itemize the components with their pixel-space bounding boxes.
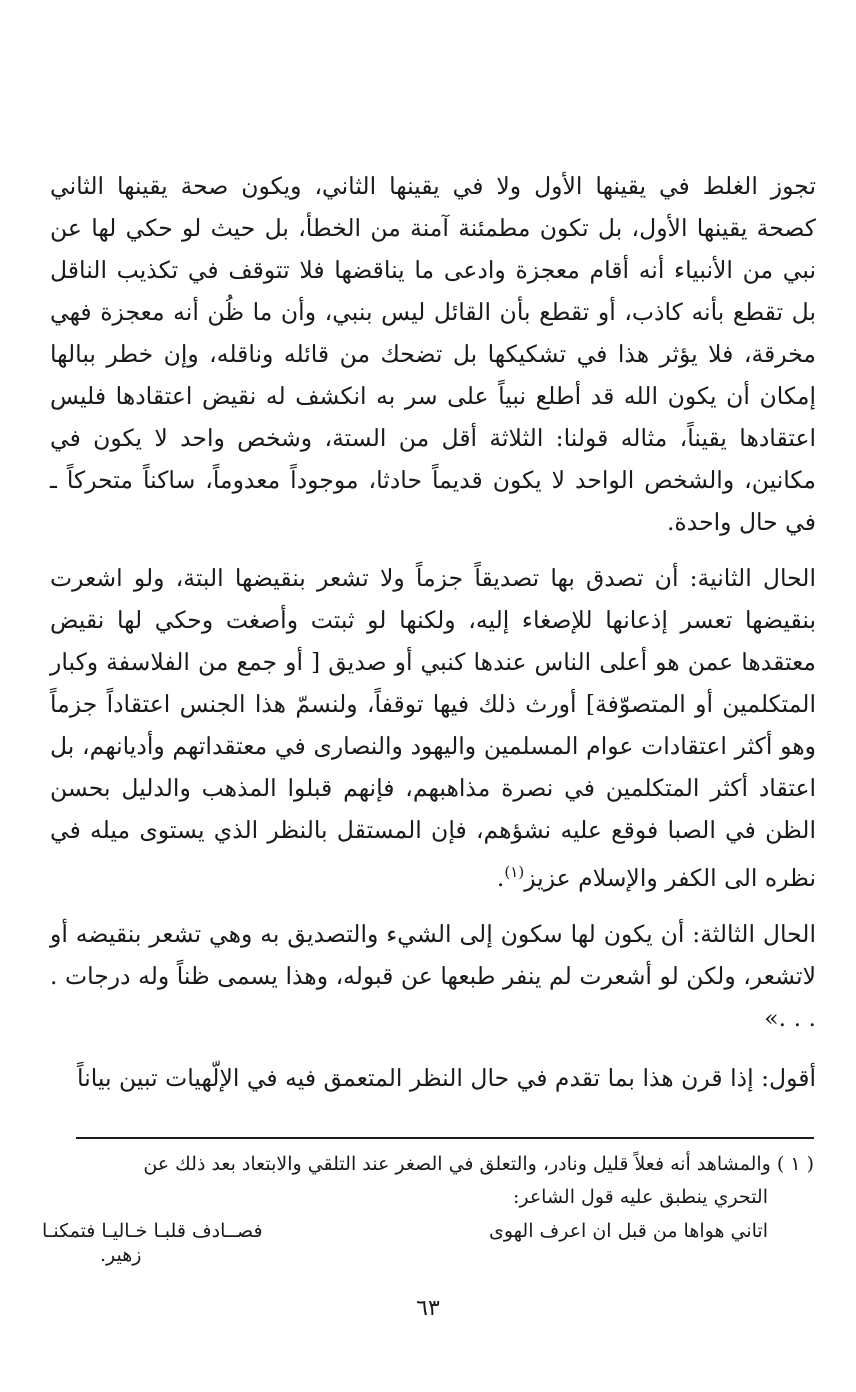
paragraph-4: أقول: إذا قرن هذا بما تقدم في حال النظر المتعمق فيه في الإلّهيات تبين بياناً [77,1063,816,1092]
page-number: ٦٣ [416,1296,440,1321]
footnote-marker: (١) [504,863,525,881]
paragraph-2-text: الحال الثانية: أن تصدق بها تصديقاً جزماً ولا تشعر بنقيضها البتة، ولو اشعرت بنقيضها تعسر إذعانها للإصغاء إليه، ولكنها لو ثبتت وأصغت وحكي لها نقيض معتقدها عمن هو أعلى الناس عندها كنبي أو صديق [ أو جمع من الفلاسفة وكبار المتكلمين أو المتصوّفة] أورث ذلك فيها توقفاً، ولنسمّ هذا الجنس اعتقاداً جزماً وهو أكثر اعتقادات عوام المسلمين واليهود والنصارى في معتقداتهم وأديانهم، بل اعتقاد أكثر المتكلمين في نصرة مذاهبهم، فإنهم قبلوا المذهب والدليل بحسن الظن في الصبا فوقع عليه نشؤهم، فإن المستقل بالنظر الذي يستوى ميله في نظره الى الكفر والإسلام عزيز [50,564,816,892]
footnote-divider [76,1137,814,1139]
footnotes [42,1148,814,1266]
footnote-line-2: التحري ينطبق عليه قول الشاعر: [512,1186,768,1208]
paragraph-3: الحال الثالثة: أن يكون لها سكون إلى الشيء والتصديق به وهي تشعر بنقيضه أو لاتشعر، ولكن لو أشعرت لم ينفر طبعها عن قبوله، وهذا يسمى ظناً وله درجات . . . .» [50,919,816,1032]
footnote-line-1: ( ١ ) والمشاهد أنه فعلاً قليل ونادر، والتعلق في الصغر عند التلقي والابتعاد بعد ذلك عن [143,1153,814,1175]
paragraph-1: تجوز الغلط في يقينها الأول ولا في يقينها الثاني، ويكون صحة يقينها الثاني كصحة يقينها الأول، بل تكون مطمئنة آمنة من الخطأ، بل حيث لو حكي لها عن نبي من الأنبياء أنه أقام معجزة وادعى ما يناقضها فلا تتوقف في تكذيب الناقل بل تقطع بأنه كاذب، أو تقطع بأن القائل ليس بنبي، وأن ما ظُن أنه معجزة فهي مخرقة، فلا يؤثر هذا في تشكيكها بل تضحك من قائله وناقله، وإن خطر ببالها إمكان أن يكون الله قد أطلع نبياً على سر به انكشف له نقيض اعتقادها فليس اعتقادها يقيناً، مثاله قولنا: الثلاثة أقل من الستة، وشخص واحد لا يكون في مكانين، والشخص الواحد لا يكون قديماً حادثا، موجوداً معدوماً، ساكناً متحركاً ـ في حال واحدة. [50,172,816,536]
poem-verse [42,1218,814,1244]
main-text [50,165,816,1113]
verse-second-hemistich: فصــادف قلبـا خـاليـا فتمكنـا [42,1220,263,1242]
paragraph-2 [50,557,816,899]
poet-name: زهير. [100,1244,142,1266]
verse-first-hemistich: اتاني هواها من قبل ان اعرف الهوى [488,1220,768,1242]
paragraph-2-end: . [496,863,505,892]
